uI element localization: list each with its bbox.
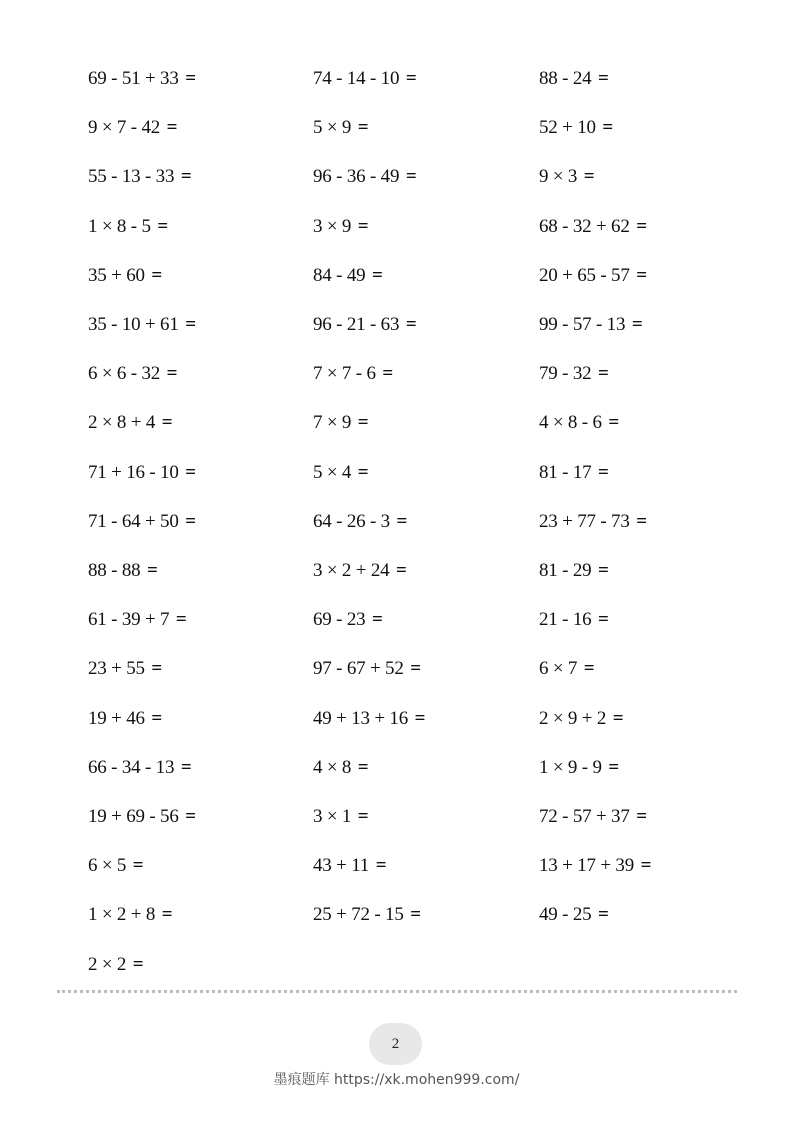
problem-row (0, 605, 793, 635)
equals-sign: = (180, 756, 192, 778)
math-problem (313, 408, 368, 438)
problem-expression: 2 × 9 + 2 (539, 707, 607, 729)
problem-expression: 7 × 7 - 6 (313, 363, 376, 385)
math-problem (539, 162, 594, 192)
equals-sign: = (147, 560, 158, 581)
equals-sign: = (166, 117, 178, 139)
problem-expression: 25 + 72 - 15 (313, 904, 404, 926)
math-problem (88, 900, 172, 930)
equals-sign: = (151, 658, 163, 680)
problem-expression: 66 - 34 - 13 (88, 756, 175, 778)
equals-sign: = (602, 117, 614, 139)
problem-expression: 5 × 9 (313, 117, 352, 139)
math-problem (88, 507, 196, 537)
problem-expression: 79 - 32 (539, 363, 592, 385)
problem-row (0, 851, 793, 881)
problem-row (0, 458, 793, 488)
problem-expression: 96 - 21 - 63 (313, 314, 400, 335)
problem-expression: 9 × 3 (539, 166, 578, 188)
equals-sign: = (161, 904, 173, 926)
problem-row (0, 753, 793, 783)
math-problem (539, 359, 609, 389)
math-problem (88, 212, 168, 242)
equals-sign: = (414, 707, 426, 729)
problem-expression: 19 + 69 - 56 (88, 806, 179, 827)
math-problem (313, 605, 383, 635)
problem-row (0, 408, 793, 438)
equals-sign: = (357, 806, 369, 827)
equals-sign: = (185, 806, 196, 827)
problem-expression: 49 - 25 (539, 904, 592, 926)
math-problem (539, 605, 609, 635)
equals-sign: = (382, 363, 393, 385)
problem-row (0, 802, 793, 832)
equals-sign: = (608, 756, 619, 778)
problem-expression: 21 - 16 (539, 609, 592, 631)
math-problem (313, 212, 368, 242)
math-problem (539, 753, 619, 783)
problem-expression: 35 - 10 + 61 (88, 314, 179, 335)
math-problem (313, 261, 383, 291)
equals-sign: = (405, 314, 417, 335)
problem-row (0, 64, 793, 94)
equals-sign: = (185, 510, 196, 532)
math-problem (88, 802, 196, 832)
equals-sign: = (185, 461, 196, 483)
math-problem (539, 408, 619, 438)
footer-site-text: 墨痕题库 https://xk.mohen999.com/ (273, 1072, 520, 1088)
problem-row (0, 900, 793, 930)
problem-expression: 74 - 14 - 10 (313, 68, 400, 89)
math-problem (313, 64, 416, 94)
equals-sign: = (636, 806, 647, 827)
math-problem (539, 802, 647, 832)
problem-row (0, 704, 793, 734)
problem-expression: 96 - 36 - 49 (313, 166, 400, 188)
equals-sign: = (132, 953, 144, 975)
equals-sign: = (175, 609, 187, 631)
problem-expression: 84 - 49 (313, 264, 366, 286)
equals-sign: = (180, 166, 192, 188)
math-problem (88, 261, 162, 291)
math-problem (88, 654, 162, 684)
math-problem (539, 851, 651, 881)
math-problem (88, 704, 162, 734)
equals-sign: = (396, 560, 407, 581)
equals-sign: = (405, 166, 417, 188)
problem-expression: 1 × 2 + 8 (88, 904, 156, 926)
math-problem (88, 851, 143, 881)
problem-expression: 23 + 55 (88, 658, 145, 680)
equals-sign: = (636, 264, 647, 286)
problem-expression: 81 - 29 (539, 560, 592, 581)
equals-sign: = (598, 609, 609, 631)
equals-sign: = (157, 215, 168, 237)
equals-sign: = (357, 756, 369, 778)
equals-sign: = (636, 510, 647, 532)
math-problem (313, 900, 421, 930)
math-problem (539, 458, 609, 488)
page-number-badge: 2 (369, 1023, 422, 1065)
problem-expression: 2 × 2 (88, 953, 127, 975)
problem-row (0, 310, 793, 340)
equals-sign: = (598, 363, 609, 385)
math-problem (313, 310, 416, 340)
problem-expression: 3 × 2 + 24 (313, 560, 390, 581)
problem-expression: 81 - 17 (539, 461, 592, 483)
math-problem (313, 704, 425, 734)
math-problem (313, 802, 368, 832)
problem-expression: 88 - 88 (88, 560, 141, 581)
problem-row (0, 113, 793, 143)
math-problem (313, 753, 368, 783)
math-problem (313, 113, 368, 143)
problem-expression: 6 × 6 - 32 (88, 363, 161, 385)
problem-expression: 23 + 77 - 73 (539, 510, 630, 532)
equals-sign: = (598, 904, 609, 926)
problem-row (0, 162, 793, 192)
equals-sign: = (372, 264, 383, 286)
math-problem (539, 261, 647, 291)
equals-sign: = (410, 658, 421, 680)
equals-sign: = (640, 855, 652, 877)
math-problem (313, 507, 407, 537)
problem-row (0, 556, 793, 586)
equals-sign: = (636, 215, 647, 237)
equals-sign: = (631, 314, 643, 335)
problem-expression: 6 × 5 (88, 855, 127, 877)
problem-expression: 35 + 60 (88, 264, 145, 286)
math-problem (88, 64, 196, 94)
equals-sign: = (357, 412, 369, 434)
problem-expression: 71 - 64 + 50 (88, 510, 179, 532)
math-problem (313, 458, 368, 488)
problem-row (0, 950, 793, 980)
equals-sign: = (357, 215, 369, 237)
equals-sign: = (151, 264, 163, 286)
equals-sign: = (151, 707, 163, 729)
math-problem (313, 851, 386, 881)
math-problem (313, 654, 421, 684)
problem-expression: 99 - 57 - 13 (539, 314, 626, 335)
problem-expression: 13 + 17 + 39 (539, 855, 635, 877)
problem-expression: 49 + 13 + 16 (313, 707, 409, 729)
math-problem (88, 113, 177, 143)
problem-expression: 3 × 9 (313, 215, 352, 237)
equals-sign: = (583, 658, 595, 680)
math-problem (539, 113, 613, 143)
problem-expression: 1 × 8 - 5 (88, 215, 151, 237)
problem-expression: 2 × 8 + 4 (88, 412, 156, 434)
problem-expression: 69 - 23 (313, 609, 366, 631)
math-problem (539, 310, 642, 340)
problem-expression: 52 + 10 (539, 117, 596, 139)
problem-expression: 71 + 16 - 10 (88, 461, 179, 483)
problem-expression: 72 - 57 + 37 (539, 806, 630, 827)
math-problem (88, 753, 191, 783)
problem-expression: 3 × 1 (313, 806, 352, 827)
problem-row (0, 654, 793, 684)
problem-expression: 9 × 7 - 42 (88, 117, 161, 139)
equals-sign: = (612, 707, 624, 729)
problem-row (0, 507, 793, 537)
problem-row (0, 261, 793, 291)
equals-sign: = (357, 461, 369, 483)
problem-expression: 7 × 9 (313, 412, 352, 434)
math-problem (539, 212, 647, 242)
problem-expression: 97 - 67 + 52 (313, 658, 404, 680)
problem-expression: 1 × 9 - 9 (539, 756, 602, 778)
problem-expression: 5 × 4 (313, 461, 352, 483)
equals-sign: = (598, 68, 609, 89)
problem-expression: 69 - 51 + 33 (88, 68, 179, 89)
problem-expression: 88 - 24 (539, 68, 592, 89)
math-problem (88, 605, 187, 635)
math-problem (88, 950, 143, 980)
math-problem (539, 507, 647, 537)
problem-expression: 4 × 8 - 6 (539, 412, 602, 434)
equals-sign: = (410, 904, 421, 926)
math-problem (539, 556, 609, 586)
problem-expression: 68 - 32 + 62 (539, 215, 630, 237)
equals-sign: = (375, 855, 387, 877)
math-problem (88, 359, 177, 389)
equals-sign: = (608, 412, 619, 434)
equals-sign: = (405, 68, 417, 89)
math-problem (88, 556, 158, 586)
equals-sign: = (166, 363, 178, 385)
equals-sign: = (583, 166, 595, 188)
problem-expression: 20 + 65 - 57 (539, 264, 630, 286)
math-problem (88, 310, 196, 340)
math-problem (539, 654, 594, 684)
problem-expression: 55 - 13 - 33 (88, 166, 175, 188)
math-problem (88, 408, 172, 438)
problem-row (0, 212, 793, 242)
problem-expression: 6 × 7 (539, 658, 578, 680)
problem-expression: 64 - 26 - 3 (313, 510, 390, 532)
problem-expression: 4 × 8 (313, 756, 352, 778)
problem-expression: 19 + 46 (88, 707, 145, 729)
math-problem (539, 704, 623, 734)
math-problem (313, 556, 407, 586)
math-problem (539, 64, 609, 94)
equals-sign: = (396, 510, 408, 532)
equals-sign: = (132, 855, 144, 877)
math-problem (539, 900, 609, 930)
equals-sign: = (598, 461, 609, 483)
math-problem (313, 162, 416, 192)
problem-expression: 43 + 11 (313, 855, 370, 877)
problem-expression: 61 - 39 + 7 (88, 609, 170, 631)
equals-sign: = (357, 117, 369, 139)
dotted-divider (57, 990, 737, 993)
math-problem (88, 162, 191, 192)
equals-sign: = (372, 609, 383, 631)
math-problem (313, 359, 393, 389)
math-problem (88, 458, 196, 488)
equals-sign: = (185, 314, 196, 335)
equals-sign: = (161, 412, 173, 434)
equals-sign: = (598, 560, 609, 581)
equals-sign: = (185, 68, 196, 89)
problem-row (0, 359, 793, 389)
